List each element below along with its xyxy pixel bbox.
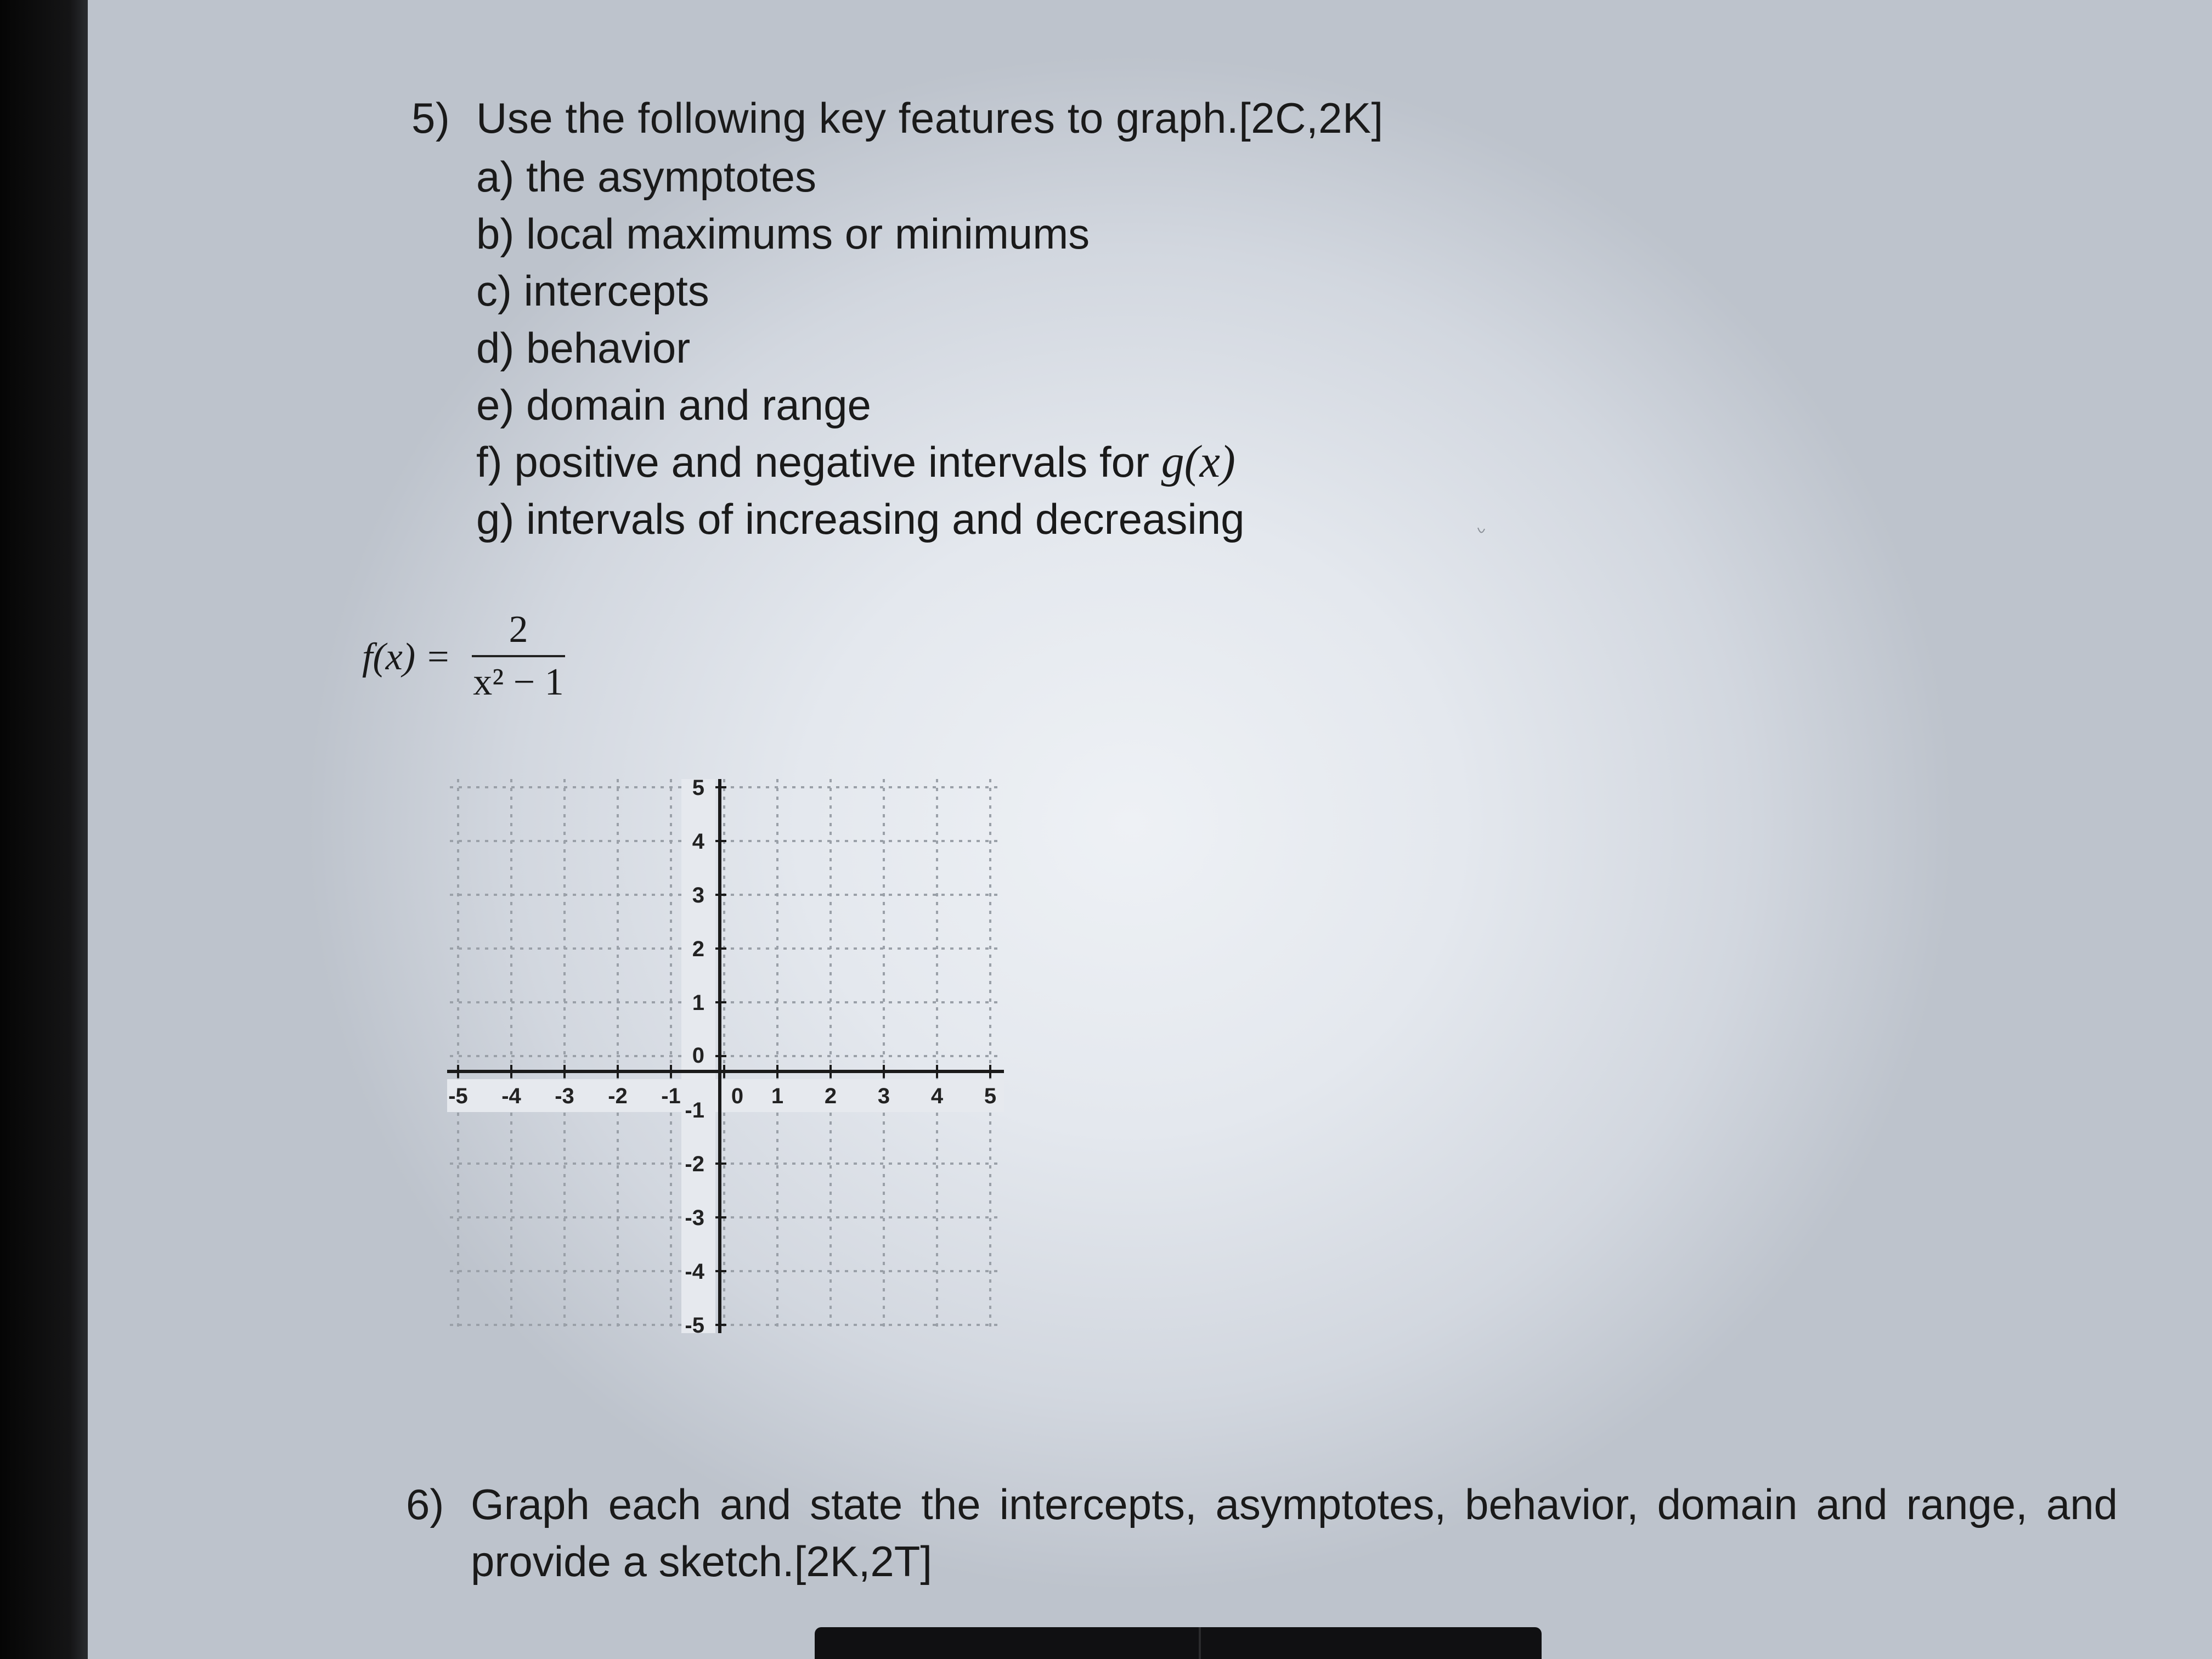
x-tick-label: -2	[608, 1084, 628, 1108]
feature-item-c: c) intercepts	[476, 267, 709, 315]
x-tick-label: -3	[555, 1084, 574, 1108]
y-tick-label: -3	[685, 1206, 704, 1230]
x-tick-label: 1	[771, 1084, 784, 1108]
question-6-prompt	[406, 1476, 2118, 1590]
formula-fraction	[472, 609, 565, 704]
y-tick-label: 0	[692, 1043, 704, 1068]
x-label-backing	[447, 1079, 1004, 1112]
question-5-prompt	[411, 93, 1384, 143]
bottom-bar-divider	[1199, 1627, 1201, 1659]
question-6-text: Graph each and state the intercepts, asymptotes, behavior, domain and range, and provide a sketch.[2K,2T]	[471, 1480, 2118, 1585]
key-features-list	[476, 148, 1244, 548]
formula-denominator: x² − 1	[473, 661, 564, 703]
stray-pen-mark	[1476, 526, 1487, 542]
y-tick-label: 1	[692, 991, 704, 1015]
y-tick-label: -2	[685, 1152, 704, 1176]
x-tick-label: 5	[984, 1084, 997, 1108]
y-tick-label: 3	[692, 883, 704, 907]
screen	[88, 0, 2212, 1659]
question-6-number: 6)	[406, 1480, 444, 1528]
feature-item-b: b) local maximums or minimums	[476, 210, 1090, 258]
y-tick-label: 5	[692, 776, 704, 800]
feature-item-e: e) domain and range	[476, 381, 871, 429]
x-tick-label: -1	[661, 1084, 681, 1108]
feature-item-d: d) behavior	[476, 324, 691, 372]
formula-lhs: f(x) =	[362, 636, 451, 678]
feature-item-a: a) the asymptotes	[476, 153, 816, 201]
question-5-text: Use the following key features to graph.[2C,2K]	[476, 94, 1384, 142]
fraction-bar	[472, 655, 565, 657]
feature-item-f: f) positive and negative intervals for g(x)	[476, 436, 1235, 487]
y-tick-label: 4	[692, 830, 704, 854]
grid-svg	[357, 757, 1015, 1344]
x-tick-label: 0	[731, 1084, 744, 1108]
bottom-overlay-bar	[815, 1627, 1542, 1659]
device-bezel	[0, 0, 88, 1659]
x-tick-label: 3	[877, 1084, 890, 1108]
y-tick-label: -5	[685, 1313, 704, 1338]
y-tick-label: -4	[685, 1260, 704, 1284]
question-5-number: 5)	[411, 94, 450, 142]
feature-item-g: g) intervals of increasing and decreasing	[476, 495, 1245, 543]
x-tick-label: 2	[824, 1084, 837, 1108]
function-g-of-x: g(x)	[1161, 436, 1235, 487]
x-tick-label: 4	[930, 1084, 944, 1108]
y-tick-label: 2	[692, 937, 704, 961]
y-tick-label: -1	[685, 1098, 704, 1122]
coordinate-grid[interactable]	[357, 757, 1015, 1344]
x-tick-label: -4	[501, 1084, 521, 1108]
x-tick-label: -5	[448, 1084, 468, 1108]
formula-numerator: 2	[509, 608, 528, 651]
